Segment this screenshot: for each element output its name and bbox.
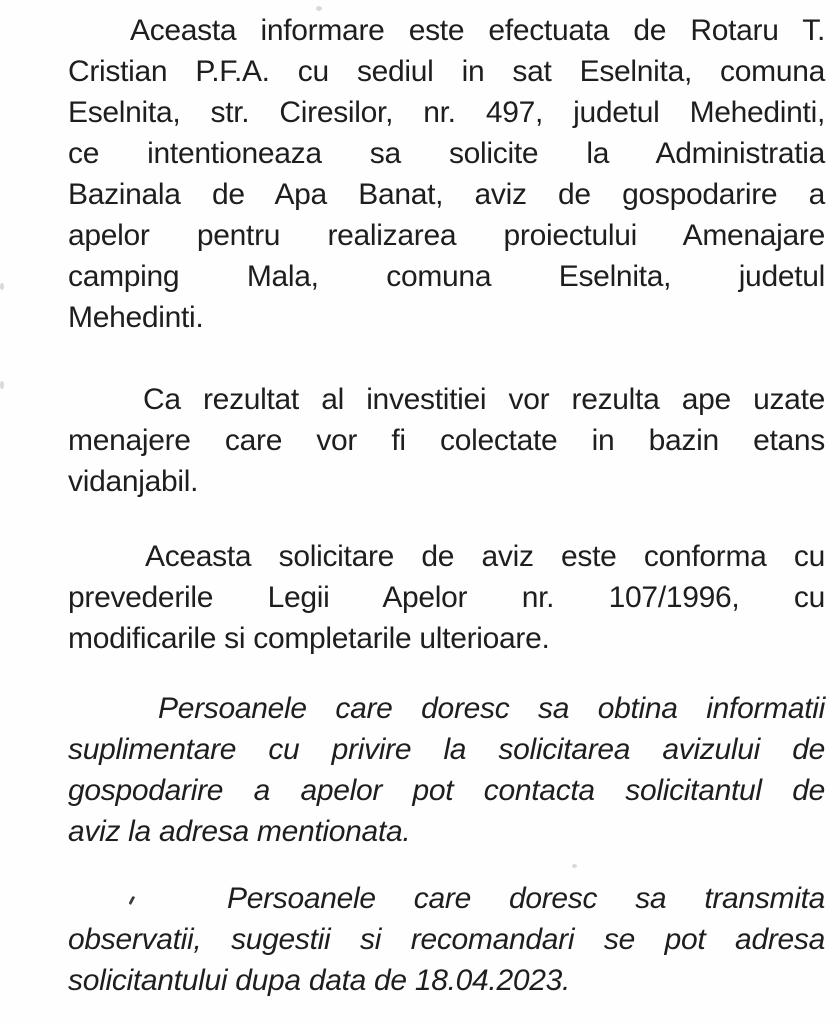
text-line: Eselnita, str. Ciresilor, nr. 497, judetul Mehedinti, [68, 96, 825, 129]
paragraph-investment-result [68, 379, 825, 502]
text-line: aviz la adresa mentionata. [68, 815, 411, 848]
text-line: ce intentioneaza sa solicite la Administratia [68, 137, 825, 170]
text-line: Ca rezultat al investitiei vor rezulta ape uzate [143, 383, 825, 416]
scan-artifact-speck [572, 864, 577, 868]
scan-artifact-speck [0, 381, 4, 389]
text-line: Persoanele care doresc sa transmita [227, 882, 825, 915]
text-line: modificarile si completarile ulterioare. [68, 622, 550, 655]
text-line: gospodarire a apelor pot contacta solicitantul de [68, 774, 825, 807]
paragraph-observations-deadline [68, 878, 825, 1001]
text-line: Cristian P.F.A. cu sediul in sat Eselnita, comuna [68, 55, 825, 88]
text-line: apelor pentru realizarea proiectului Amenajare [68, 219, 825, 252]
text-line: vidanjabil. [68, 465, 199, 498]
text-line: Mehedinti. [68, 301, 204, 334]
text-line: Bazinala de Apa Banat, aviz de gospodarire a [68, 178, 825, 211]
text-line: observatii, sugestii si recomandari se pot adresa [68, 923, 825, 956]
text-line: suplimentare cu privire la solicitarea avizului de [68, 733, 825, 766]
text-line: menajere care vor fi colectate in bazin etans [68, 424, 825, 457]
paragraph-legal-conformity [68, 536, 825, 659]
paragraph-notice-intro [68, 10, 825, 338]
text-line: solicitantului dupa data de 18.04.2023. [68, 964, 571, 997]
paragraph-contact-info [68, 688, 825, 852]
text-line: Persoanele care doresc sa obtina informatii [158, 692, 825, 725]
scan-artifact-speck [0, 283, 4, 290]
text-line: camping Mala, comuna Eselnita, judetul [68, 260, 825, 293]
text-line: prevederile Legii Apelor nr. 107/1996, cu [68, 581, 825, 614]
text-line: Aceasta solicitare de aviz este conforma cu [145, 540, 825, 573]
text-line: Aceasta informare este efectuata de Rotaru T. [130, 14, 825, 47]
